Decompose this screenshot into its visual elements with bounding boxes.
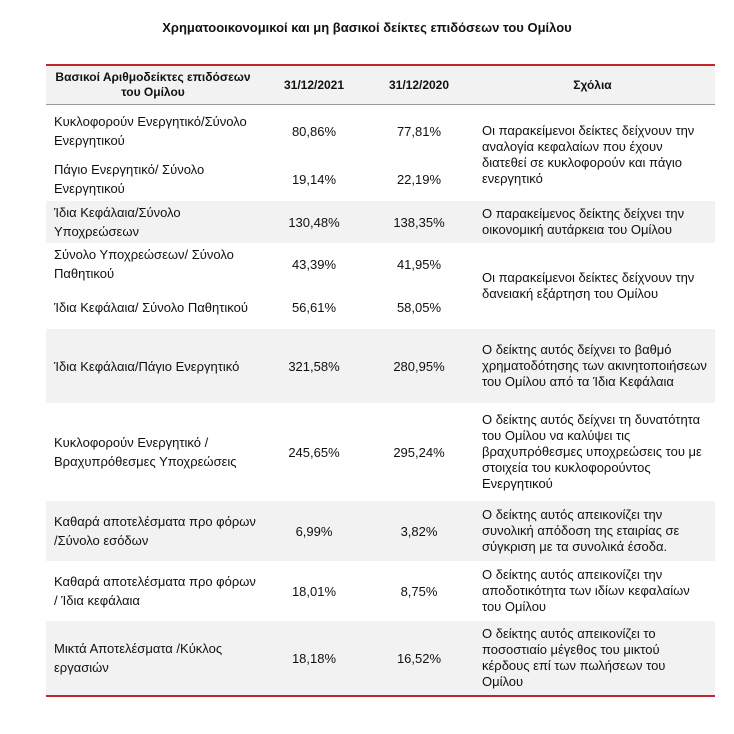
table-row [46, 621, 470, 695]
kpi-table [46, 64, 715, 697]
table-row [46, 243, 470, 285]
value-2020: 41,95% [396, 256, 442, 272]
comment-cell: Ο δείκτης αυτός δείχνει το βαθμό χρηματοδότησης των ακινητοποιήσεων του Ομίλου από τα Ίδια Κεφάλαια [482, 342, 707, 389]
table-row-group [46, 243, 715, 329]
value-2020: 295,24% [393, 444, 445, 460]
kpi-name: Ίδια Κεφάλαια/ Σύνολο Παθητικού [54, 299, 248, 315]
value-2020: 22,19% [396, 171, 442, 187]
value-2021: 130,48% [288, 214, 340, 230]
comment-cell: Οι παρακείμενοι δείκτες δείχνουν την δανειακή εξάρτηση του Ομίλου [482, 270, 695, 301]
header-2021: 31/12/2021 [283, 77, 345, 92]
value-2021: 80,86% [291, 123, 337, 139]
header-comments: Σχόλια [573, 77, 612, 92]
page-title: Χρηματοοικονομικοί και μη βασικοί δείκτες επιδόσεων του Ομίλου [162, 20, 572, 35]
header-kpi: Βασικοί Αριθμοδείκτες επιδόσεων του Ομίλου [55, 70, 251, 99]
comment-cell: Ο δείκτης αυτός απεικονίζει την αποδοτικότητα των ιδίων κεφαλαίων του Ομίλου [482, 567, 690, 614]
comment-cell: Ο δείκτης αυτός απεικονίζει το ποσοστιαίο μέγεθος του μικτού κέρδους επί των πωλήσεων του Ομίλου [482, 626, 666, 689]
value-2021: 18,01% [291, 583, 337, 599]
value-2020: 280,95% [393, 358, 445, 374]
kpi-name: Καθαρά αποτελέσματα προ φόρων /Σύνολο εσόδων [54, 514, 256, 548]
comment-cell: Ο δείκτης αυτός δείχνει τη δυνατότητα του Ομίλου να καλύψει τις βραχυπρόθεσμες υποχρεώσεις του με στοιχεία του κυκλοφορούντος Ενεργητικού [482, 412, 702, 491]
table-row-group [46, 561, 715, 621]
value-2020: 138,35% [393, 214, 445, 230]
kpi-name: Κυκλοφορούν Ενεργητικό /Βραχυπρόθεσμες Υποχρεώσεις [54, 435, 237, 469]
table-row [46, 403, 470, 501]
table-row [46, 285, 470, 329]
table-row-group [46, 403, 715, 501]
value-2021: 56,61% [291, 299, 337, 315]
kpi-name: Ίδια Κεφάλαια/Σύνολο Υποχρεώσεων [54, 205, 181, 239]
value-2020: 8,75% [400, 583, 438, 599]
comment-cell: Οι παρακείμενοι δείκτες δείχνουν την αναλογία κεφαλαίων που έχουν διατεθεί σε κυκλοφορούν και πάγιο ενεργητικό [482, 123, 695, 186]
table-row [46, 561, 470, 621]
kpi-name: Ίδια Κεφάλαια/Πάγιο Ενεργητικό [54, 358, 240, 374]
table-row-group [46, 201, 715, 243]
comment-cell: Ο δείκτης αυτός απεικονίζει την συνολική απόδοση της εταιρίας σε σύγκριση με τα συνολικά έσοδα. [482, 507, 680, 554]
table-row-group [46, 501, 715, 561]
kpi-name: Πάγιο Ενεργητικό/ Σύνολο Ενεργητικού [54, 162, 205, 196]
table-row [46, 105, 470, 157]
comment-cell: Ο παρακείμενος δείκτης δείχνει την οικονομική αυτάρκεια του Ομίλου [482, 206, 685, 237]
table-header-row [46, 66, 715, 105]
value-2021: 19,14% [291, 171, 337, 187]
kpi-name: Κυκλοφορούν Ενεργητικό/Σύνολο Ενεργητικού [54, 114, 247, 148]
kpi-name: Καθαρά αποτελέσματα προ φόρων / Ίδια κεφάλαια [54, 574, 256, 608]
value-2020: 3,82% [400, 523, 438, 539]
table-row [46, 157, 470, 201]
table-row [46, 501, 470, 561]
value-2021: 6,99% [295, 523, 333, 539]
header-2020: 31/12/2020 [388, 77, 450, 92]
kpi-name: Μικτά Αποτελέσματα /Κύκλος εργασιών [54, 641, 223, 675]
value-2020: 16,52% [396, 650, 442, 666]
value-2021: 321,58% [288, 358, 340, 374]
kpi-name: Σύνολο Υποχρεώσεων/ Σύνολο Παθητικού [54, 247, 234, 281]
table-row [46, 201, 470, 243]
value-2020: 77,81% [396, 123, 442, 139]
value-2021: 18,18% [291, 650, 337, 666]
table-row-group [46, 105, 715, 201]
table-row-group [46, 329, 715, 403]
table-bottom-rule [46, 695, 715, 697]
table-row [46, 329, 470, 403]
table-row-group [46, 621, 715, 695]
value-2020: 58,05% [396, 299, 442, 315]
value-2021: 43,39% [291, 256, 337, 272]
value-2021: 245,65% [288, 444, 340, 460]
